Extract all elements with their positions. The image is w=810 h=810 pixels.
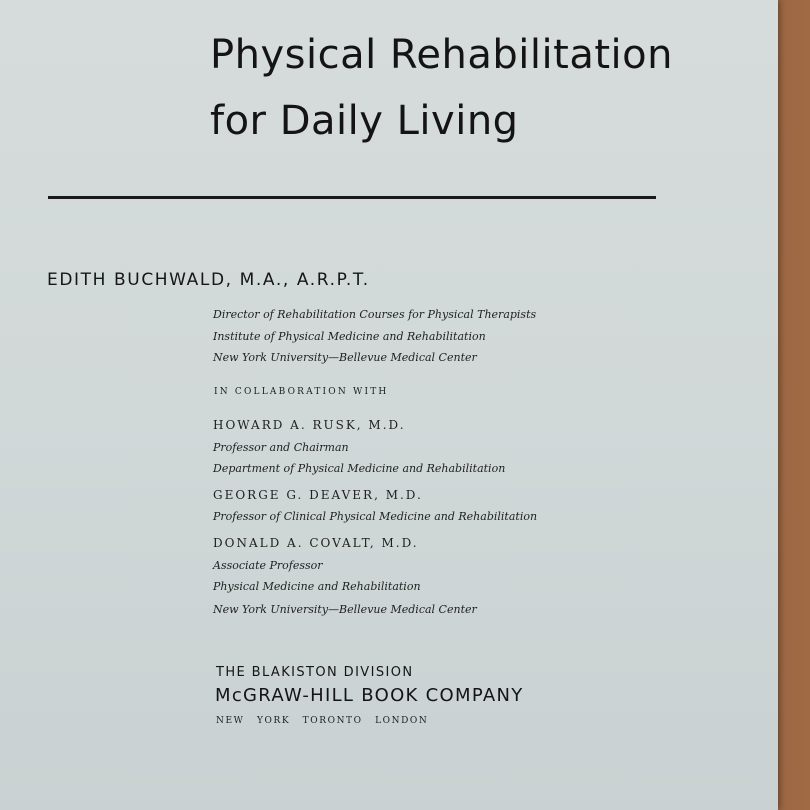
- book-title-line-1: Physical Rehabilitation: [210, 32, 673, 78]
- collaborator-title-line: Professor and Chairman: [213, 441, 349, 454]
- collaboration-label: IN COLLABORATION WITH: [214, 387, 389, 397]
- collaborator-name: DONALD A. COVALT, M.D.: [213, 536, 419, 550]
- publisher-division: THE BLAKISTON DIVISION: [216, 665, 414, 680]
- book-title-line-2: for Daily Living: [210, 98, 519, 144]
- publisher-cities: NEW YORK TORONTO LONDON: [216, 716, 429, 726]
- collaborator-title-line: Associate Professor: [213, 559, 323, 572]
- author-affiliation-line: Director of Rehabilitation Courses for Physical Therapists: [213, 308, 537, 321]
- collaborator-title-line: Professor of Clinical Physical Medicine and Rehabilitation: [213, 510, 538, 523]
- title-divider: [48, 196, 656, 199]
- author-name: EDITH BUCHWALD, M.A., A.R.P.T.: [47, 270, 370, 290]
- collaborator-title-line: New York University—Bellevue Medical Center: [213, 603, 477, 616]
- publisher-company: McGRAW-HILL BOOK COMPANY: [215, 685, 524, 706]
- collaborator-title-line: Department of Physical Medicine and Rehabilitation: [213, 462, 506, 475]
- collaborator-title-line: Physical Medicine and Rehabilitation: [213, 580, 421, 593]
- author-affiliation-line: Institute of Physical Medicine and Rehabilitation: [213, 330, 486, 343]
- author-affiliation-line: New York University—Bellevue Medical Center: [213, 351, 477, 364]
- collaborator-name: HOWARD A. RUSK, M.D.: [213, 418, 406, 432]
- collaborator-name: GEORGE G. DEAVER, M.D.: [213, 488, 423, 502]
